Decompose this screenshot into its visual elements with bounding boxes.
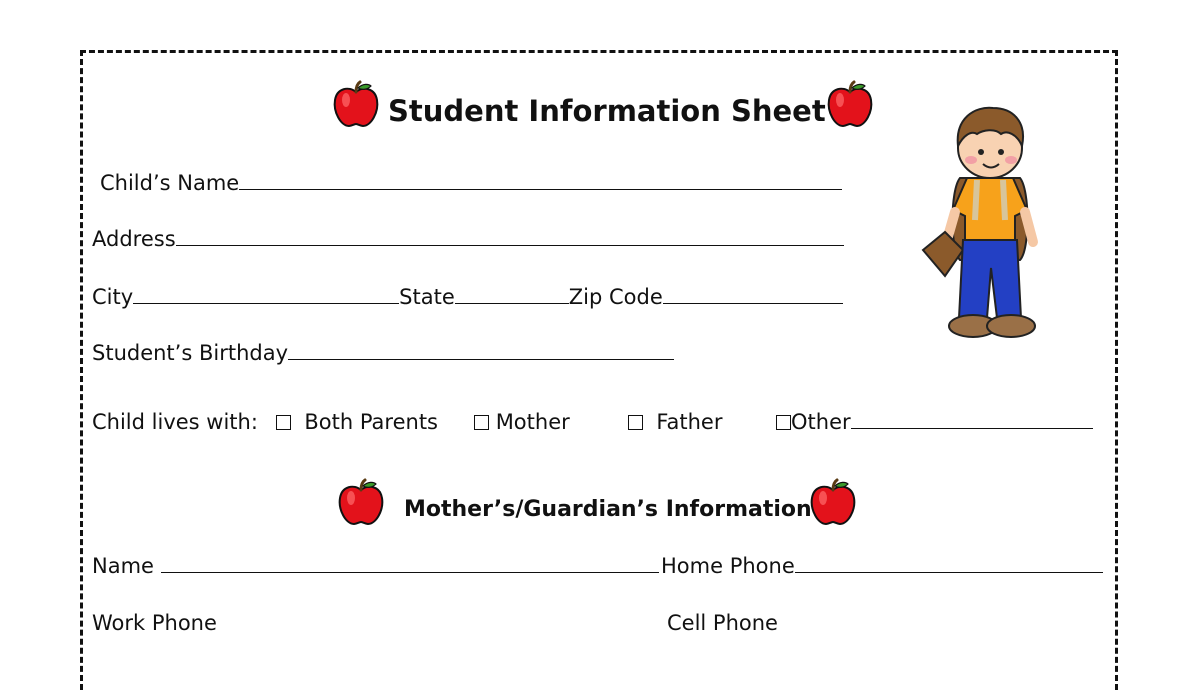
work-phone-field[interactable]	[92, 611, 217, 635]
page-title: Student Information Sheet	[388, 94, 826, 128]
option-father[interactable]	[628, 410, 722, 434]
checkbox-icon[interactable]	[628, 415, 643, 430]
checkbox-icon[interactable]	[776, 415, 791, 430]
mother-name-field[interactable]	[92, 554, 659, 578]
birthday-label: Student’s Birthday	[92, 341, 289, 365]
lives-with-label: Child lives with:	[92, 410, 258, 434]
option-mother[interactable]	[474, 410, 570, 434]
other-line	[851, 427, 1093, 429]
birthday-line	[288, 358, 674, 360]
cell-phone-label: Cell Phone	[667, 611, 778, 635]
work-phone-label: Work Phone	[92, 611, 217, 635]
address-field[interactable]	[92, 227, 844, 251]
apple-icon	[336, 478, 386, 528]
home-phone-line	[795, 571, 1103, 573]
child-name-line	[239, 188, 842, 190]
option-label: Mother	[495, 410, 570, 434]
state-line	[455, 302, 569, 304]
mother-name-line	[161, 571, 659, 573]
apple-icon	[808, 478, 858, 528]
option-label: Both Parents	[304, 410, 438, 434]
city-label: City	[92, 285, 134, 309]
child-name-field[interactable]	[100, 171, 842, 195]
child-name-label: Child’s Name	[100, 171, 240, 195]
option-label: Other	[791, 410, 851, 434]
checkbox-icon[interactable]	[276, 415, 291, 430]
address-label: Address	[92, 227, 176, 251]
city-state-zip-field[interactable]	[92, 285, 843, 309]
home-phone-field[interactable]	[661, 554, 1103, 578]
birthday-field[interactable]	[92, 341, 674, 365]
section-title: Mother’s/Guardian’s Information	[404, 497, 812, 522]
apple-icon	[331, 80, 381, 130]
home-phone-label: Home Phone	[661, 554, 795, 578]
option-label: Father	[656, 410, 723, 434]
city-line	[133, 302, 399, 304]
apple-icon	[825, 80, 875, 130]
state-label: State	[399, 285, 455, 309]
checkbox-icon[interactable]	[474, 415, 489, 430]
mother-name-label: Name	[92, 554, 154, 578]
option-both-parents[interactable]	[276, 410, 438, 434]
option-other[interactable]	[776, 410, 1093, 434]
zip-label: Zip Code	[568, 285, 663, 309]
address-line	[176, 244, 844, 246]
boy-illustration	[915, 100, 1065, 345]
zip-line	[663, 302, 843, 304]
cell-phone-field[interactable]	[667, 611, 778, 635]
